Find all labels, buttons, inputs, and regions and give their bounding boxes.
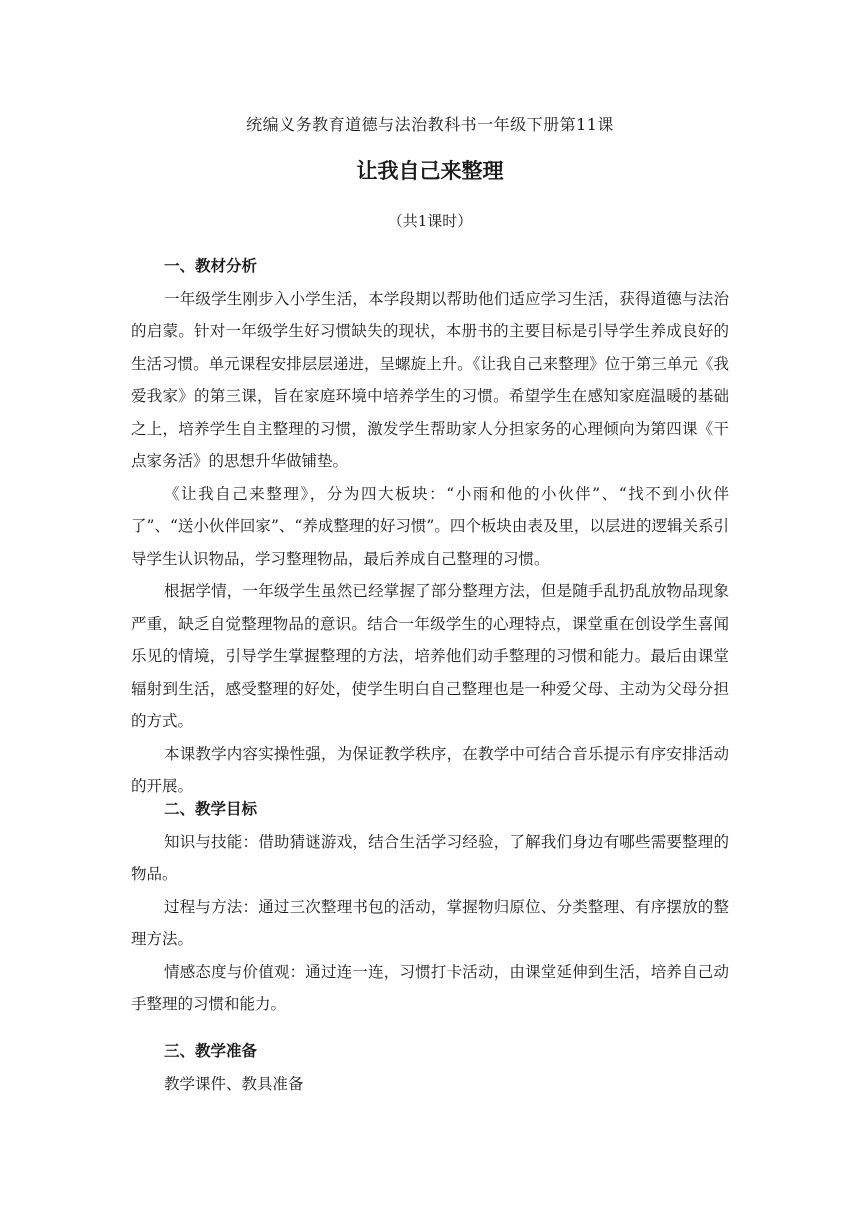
paragraph: 本课教学内容实操性强，为保证教学秩序，在教学中可结合音乐提示有序安排活动的开展。: [131, 744, 729, 795]
lesson-hours: （共1课时）: [387, 212, 473, 230]
paragraph: 《让我自己来整理》，分为四大板块：“小雨和他的小伙伴”、“找不到小伙伴了”、“送小伙伴回家”、“养成整理的好习惯”。四个板块由表及里，以层进的逻辑关系引导学生认识物品，学习整理物品，最后养成自己整理的习惯。: [131, 484, 729, 568]
textbook-subtitle: 统编义务教育道德与法治教科书一年级下册第11课: [246, 115, 614, 134]
section-preparation: [131, 1035, 729, 1100]
paragraph: 教学课件、教具准备: [164, 1074, 304, 1093]
section-analysis: [131, 250, 729, 803]
section-heading: 一、教材分析: [164, 257, 258, 275]
section-heading: 三、教学准备: [164, 1042, 258, 1060]
section-objectives: [131, 793, 729, 1021]
paragraph: 过程与方法：通过三次整理书包的活动，掌握物归原位、分类整理、有序摆放的整理方法。: [131, 897, 729, 948]
section-heading: 二、教学目标: [164, 800, 258, 818]
lesson-title: 让我自己来整理: [356, 159, 504, 183]
paragraph: 一年级学生刚步入小学生活，本学段期以帮助他们适应学习生活，获得道德与法治的启蒙。针对一年级学生好习惯缺失的现状，本册书的主要目标是引导学生养成良好的生活习惯。单元课程安排层层递进，呈螺旋上升。《让我自己来整理》位于第三单元《我爱我家》的第三课，旨在家庭环境中培养学生的习惯。希望学生在感知家庭温暖的基础之上，培养学生自主整理的习惯，激发学生帮助家人分担家务的心理倾向为第四课《干点家务活》的思想升华做铺垫。: [131, 289, 729, 470]
paragraph: 根据学情，一年级学生虽然已经掌握了部分整理方法，但是随手乱扔乱放物品现象严重，缺乏自觉整理物品的意识。结合一年级学生的心理特点，课堂重在创设学生喜闻乐见的情境，引导学生掌握整理的方法，培养他们动手整理的习惯和能力。最后由课堂辐射到生活，感受整理的好处，使学生明白自己整理也是一种爱父母、主动为父母分担的方式。: [131, 582, 729, 730]
paragraph: 情感态度与价值观：通过连一连，习惯打卡活动，由课堂延伸到生活，培养自己动手整理的习惯和能力。: [131, 962, 729, 1013]
paragraph: 知识与技能：借助猜谜游戏，结合生活学习经验，了解我们身边有哪些需要整理的物品。: [131, 832, 729, 883]
